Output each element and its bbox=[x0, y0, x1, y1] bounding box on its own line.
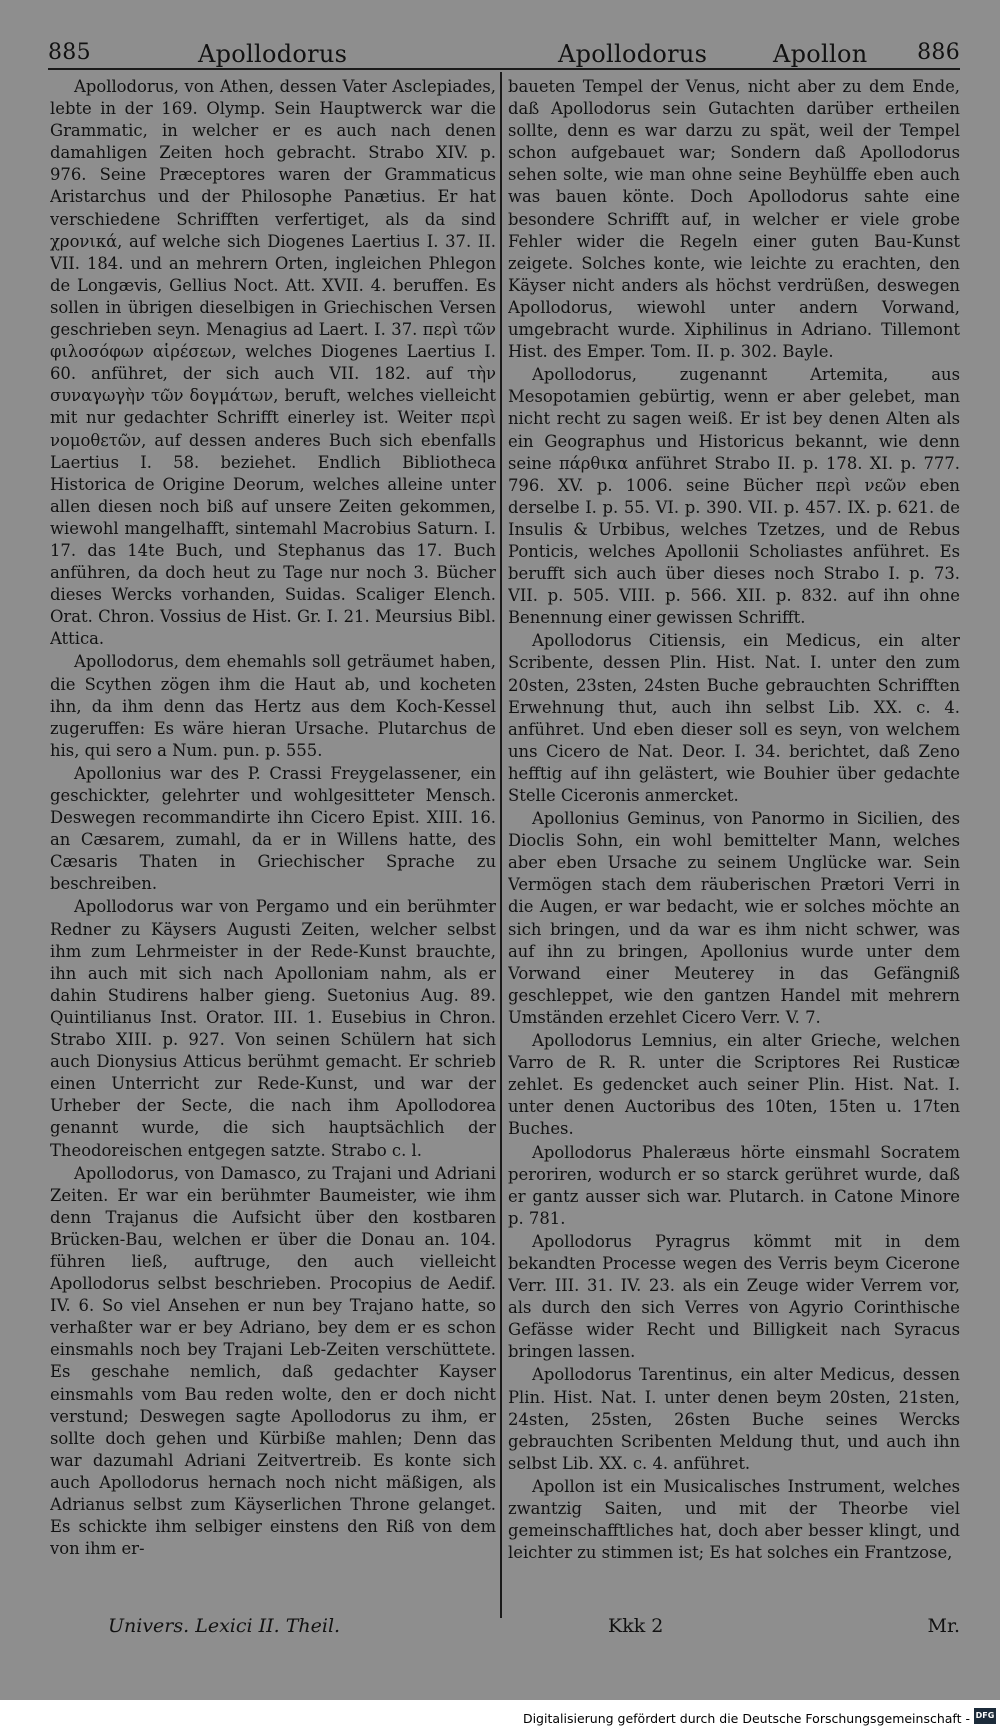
right-column bbox=[508, 76, 960, 1615]
left-column bbox=[50, 76, 496, 1615]
entry-paragraph: Apollodorus, zugenannt Artemita, aus Mesopotamien gebürtig, wenn er aber gelebet, man nicht recht zu sagen weiß. Er ist bey denen Alten als ein Geographus und Historicus bekannt, wie denn seine πάρθικα anführet Strabo II. p. 178. XI. p. 777. 796. XV. p. 1006. seine Bücher περὶ νεῶν eben derselbe I. p. 55. VI. p. 390. VII. p. 457. IX. p. 621. de Insulis & Urbibus, welches Tzetzes, und de Rebus Ponticis, welches Apollonii Scholiastes anführet. Es berufft sich auch über dieses noch Strabo I. p. 73. VII. p. 505. VIII. p. 566. XII. p. 832. auf ihn ohne Benennung einer gewissen Schrifft. bbox=[508, 365, 960, 628]
entry-paragraph: Apollonius Geminus, von Panormo in Sicilien, des Dioclis Sohn, ein wohl bemittelter Mann, welches aber eben Ursache zu seinem Unglücke war. Sein Vermögen stach dem räuberischen Prætori Verri in die Augen, er war bedacht, wie er solches möchte an sich bringen, und da war es ihm nicht schwer, was auf ihn zu bringen, Apollonius wurde unter dem Vorwand einer Meuterey in das Gefängniß geschleppet, wie den gantzen Handel mit mehrern Umständen erzehlet Cicero Verr. V. 7. bbox=[508, 809, 960, 1027]
left-running-head: Apollodorus bbox=[198, 40, 348, 68]
entry-paragraph: Apollodorus, von Damasco, zu Trajani und Adriani Zeiten. Er war ein berühmter Baumeister, wie ihm denn Trajanus die Aufsicht über den kostbaren Brücken-Bau, welchen er über die Donau an. 104. führen ließ, auftruge, den auch vielleicht Apollodorus selbst beschrieben. Procopius de Aedif. IV. 6. So viel Ansehen er nun bey Trajano hatte, so verhaßter war er bey Adriano, bey dem er es schon einsmahls noch bey Trajani Leb-Zeiten verschüttete. Es geschahe nemlich, daß gedachter Kayser einsmahls vom Bau reden wolte, den er doch nicht verstund; Deswegen sagte Apollodorus zu ihm, er sollte doch gehen und Kürbiße mahlen; Denn das war dazumahl Adriani Zeitvertreib. Es konte sich auch Apollodorus hernach noch nicht mäßigen, als Adrianus selbst zum Käyserlichen Throne gelanget. Es schickte ihm selbiger einstens den Riß von dem von ihm er- bbox=[50, 1163, 496, 1559]
credit-text: Digitalisierung gefördert durch die Deutsche Forschungsgemeinschaft - bbox=[522, 1711, 970, 1726]
page-footer bbox=[48, 1615, 960, 1667]
left-page-number: 885 bbox=[48, 40, 91, 65]
running-header bbox=[48, 34, 960, 68]
entry-paragraph: Apollodorus Citiensis, ein Medicus, ein alter Scribente, dessen Plin. Hist. Nat. I. unter den zum 20sten, 23sten, 24sten Buche gebrauchten Schrifften Erwehnung thut, auch ihn selbst Lib. XX. c. 4. anführet. Und eben dieser soll es seyn, von welchem uns Cicero de Nat. Deor. I. 34. berichtet, daß Zeno hefftig auf ihn gelästert, wie Bouhier über gedachte Stelle Ciceronis anmercket. bbox=[508, 631, 960, 805]
digitization-credit bbox=[0, 1700, 1000, 1733]
right-page-number: 886 bbox=[917, 40, 960, 65]
entry-paragraph: Apollodorus war von Pergamo und ein berühmter Redner zu Käysers Augusti Zeiten, welcher selbst ihm zum Lehrmeister in der Rede-Kunst brauchte, ihn auch mit sich nach Apolloniam nahm, als er dahin Studirens halber gieng. Suetonius Aug. 89. Quintilianus Inst. Orator. III. 1. Eusebius in Chron. Strabo XIII. p. 927. Von seinen Schülern hat sich auch Dionysius Atticus berühmt gemacht. Er schrieb einen Unterricht zur Rede-Kunst, und war der Urheber der Secte, die nach ihm Apollodorea genannt wurde, die sich hauptsächlich der Theodoreischen entgegen satzte. Strabo c. l. bbox=[50, 897, 496, 1160]
column-divider bbox=[500, 72, 502, 1618]
entry-paragraph: Apollodorus, dem ehemahls soll geträumet haben, die Scythen zögen ihm die Haut ab, und kocheten ihn, da ihm denn das Hertz aus dem Koch-Kessel zugeruffen: Es wäre hieran Ursache. Plutarchus de his, qui sero a Num. pun. p. 555. bbox=[50, 652, 496, 760]
entry-paragraph: Apollodorus, von Athen, dessen Vater Asclepiades, lebte in der 169. Olymp. Sein Hauptwerck war die Grammatic, in welcher er es auch nach denen damahligen Zeiten hoch gebracht. Strabo XIV. p. 976. Seine Præceptores waren der Grammaticus Aristarchus und der Philosophe Panætius. Er hat verschiedene Schrifften verfertiget, als da sind χρονικά, auf welche sich Diogenes Laertius I. 37. II. VII. 184. und an mehrern Orten, ingleichen Phlegon de Longævis, Gellius Noct. Att. XVII. 4. beruffen. Es sollen in übrigen dieselbigen in Griechischen Versen geschrieben seyn. Menagius ad Laert. I. 37. περὶ τῶν φιλοσόφων αἱρέσεων, welches Diogenes Laertius I. 60. anführet, der sich auch VII. 182. auf τὴν συναγωγὴν τῶν δογμάτων, beruft, welches vielleicht mit nur gedachter Schrifft einerley ist. Weiter περὶ νομοθετῶν, auf dessen anderes Buch sich ebenfalls Laertius I. 58. beziehet. Endlich Bibliotheca Historica de Origine Deorum, welches alleine unter allen diesen noch biß auf unsere Zeiten gekommen, wiewohl mangelhafft, sintemahl Macrobius Saturn. I. 17. das 14te Buch, und Stephanus das 17. Buch anführen, da doch heut zu Tage nur noch 3. Bücher dieses Wercks vorhanden, Suidas. Scaliger Elench. Orat. Chron. Vossius de Hist. Gr. I. 21. Meursius Bibl. Attica. bbox=[50, 77, 496, 649]
entry-paragraph: baueten Tempel der Venus, nicht aber zu dem Ende, daß Apollodorus sein Gutachten darüber ertheilen sollte, denn es war darzu zu spät, weil der Tempel schon aufgebauet war; Sondern daß Apollodorus sehen solte, wie man ohne seine Beyhülffe eben auch was bauen könte. Doch Apollodorus sahte eine besondere Schrifft auf, in welcher er viele grobe Fehler wider die Regeln einer guten Bau-Kunst zeigete. Solches konte, wie leichte zu erachten, den Käyser nicht anders als höchst verdrüßen, deswegen Apollodorus, wiewohl unter andern Vorwand, umgebracht wurde. Xiphilinus in Adriano. Tillemont Hist. des Emper. Tom. II. p. 302. Bayle. bbox=[508, 77, 960, 362]
entry-paragraph: Apollon ist ein Musicalisches Instrument, welches zwantzig Saiten, und mit der Theorbe viel gemeinschafftliches hat, doch aber besser klingt, und leichter zu stimmen ist; Es hat solches ein Frantzose, bbox=[508, 1476, 960, 1563]
right-running-head-1: Apollodorus bbox=[558, 40, 708, 68]
entry-paragraph: Apollodorus Lemnius, ein alter Grieche, welchen Varro de R. R. unter die Scriptores Rei Rusticæ zehlet. Es gedencket auch seiner Plin. Hist. Nat. I. unter denen Auctoribus des 10ten, 15ten u. 17ten Buches. bbox=[508, 1031, 960, 1139]
entry-paragraph: Apollodorus Phaleræus hörte einsmahl Socratem peroriren, wodurch er so starck gerühret wurde, daß er gantz ausser sich war. Plutarch. in Catone Minore p. 781. bbox=[508, 1142, 960, 1228]
entry-paragraph: Apollodorus Pyragrus kömmt mit in dem bekandten Processe wegen des Verris beym Cicerone Verr. III. 31. IV. 23. als ein Zeuge wider Verrem vor, als durch den sich Verres von Agyrio Corinthische Gefässe wider Recht und Billigkeit nach Syracus bringen lassen. bbox=[508, 1231, 960, 1362]
signature-line: Univers. Lexici II. Theil. bbox=[108, 1615, 341, 1637]
dfg-logo-icon[interactable]: DFG bbox=[974, 1708, 996, 1724]
signature-mark: Kkk 2 bbox=[608, 1615, 664, 1637]
catchword: Mr. bbox=[927, 1615, 960, 1637]
right-running-head-2: Apollon bbox=[773, 40, 868, 68]
entry-paragraph: Apollodorus Tarentinus, ein alter Medicus, dessen Plin. Hist. Nat. I. unter denen beym 20sten, 21sten, 24sten, 25sten, 26sten Buche seines Wercks gebrauchten Scribenten Meldung thut, und auch ihn selbst Lib. XX. c. 4. anführet. bbox=[508, 1365, 960, 1473]
entry-paragraph: Apollonius war des P. Crassi Freygelassener, ein geschickter, gelehrter und wohlgesitteter Mensch. Deswegen recommandirte ihn Cicero Epist. XIII. 16. an Cæsarem, zumahl, da er in Willens hatte, des Cæsaris Thaten in Griechischer Sprache zu beschreiben. bbox=[50, 763, 496, 894]
header-rule bbox=[48, 68, 960, 70]
